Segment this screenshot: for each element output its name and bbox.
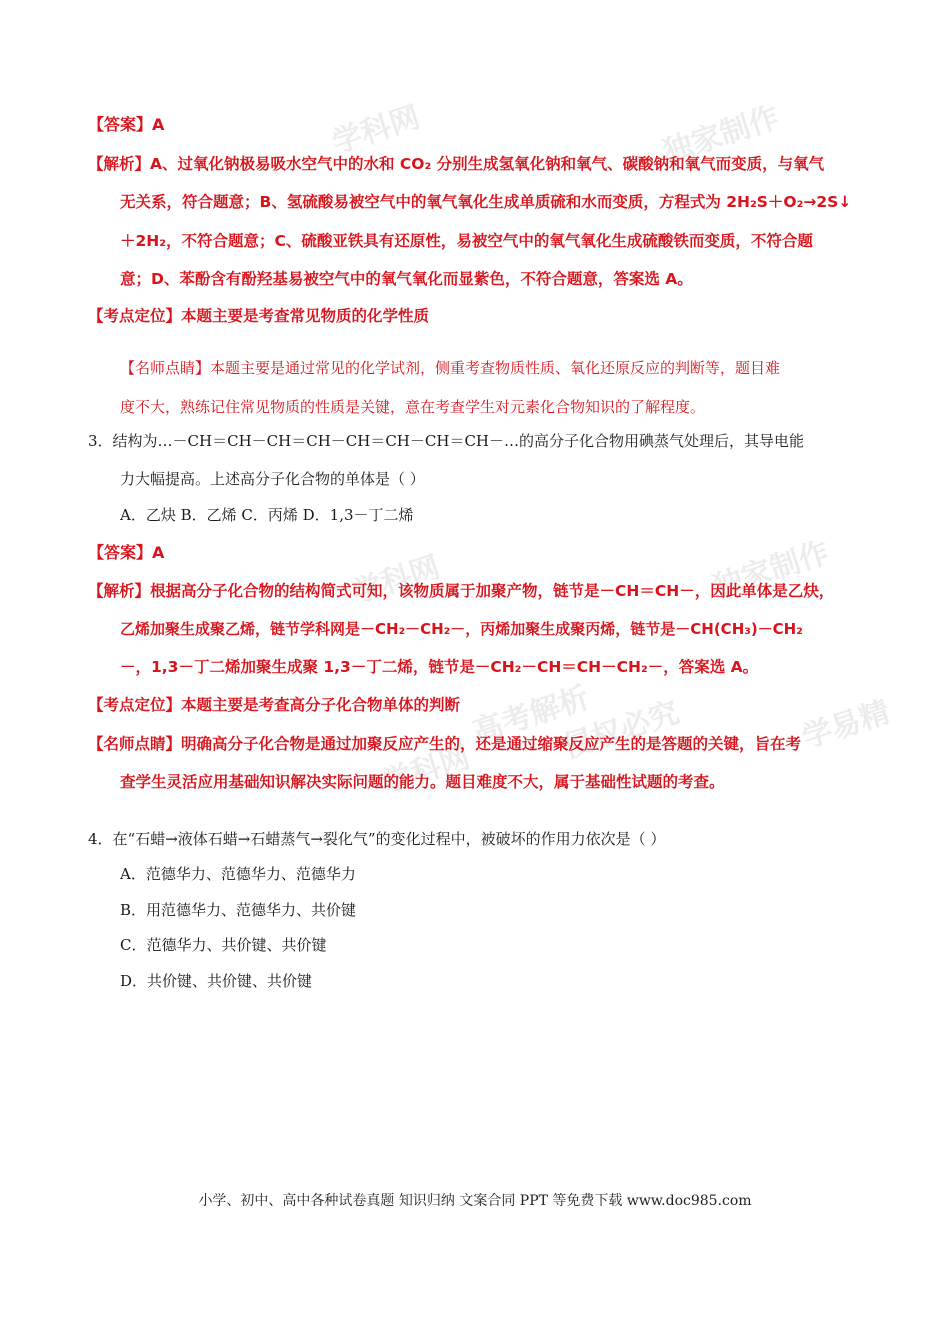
q2-analysis-line: 无关系，符合题意；B、氢硫酸易被空气中的氧气氧化生成单质硫和水而变质，方程式为 2H₂S＋O₂→2S↓	[120, 193, 852, 211]
q3-analysis-line: 【解析】根据高分子化合物的结构简式可知，该物质属于加聚产物，链节是－CH＝CH－，因此单体是乙炔，	[88, 582, 835, 600]
q3-stem-line: 力大幅提高。上述高分子化合物的单体是（ ）	[120, 470, 425, 488]
watermark: 学科网	[377, 739, 475, 801]
page-footer: 小学、初中、高中各种试卷真题 知识归纳 文案合同 PPT 等免费下载 www.doc985.com	[198, 1193, 752, 1209]
watermark: 侵权必究	[558, 695, 684, 766]
q3-analysis-line: －，1,3－丁二烯加聚生成聚 1,3－丁二烯，链节是－CH₂－CH＝CH－CH₂－，答案选 A。	[120, 658, 759, 676]
watermark: 学易精	[797, 694, 895, 756]
q4-option-d: D．共价键、共价键、共价键	[120, 972, 313, 990]
watermark: 独家制作	[708, 535, 834, 606]
q4-stem: 4．在“石蜡→液体石蜡→石蜡蒸气→裂化气”的变化过程中，被破坏的作用力依次是（ ）	[88, 830, 666, 848]
q3-stem-line: 3．结构为…－CH＝CH－CH＝CH－CH＝CH－CH＝CH－…的高分子化合物用碘蒸气处理后，其导电能	[88, 432, 805, 450]
watermark: 学科网	[327, 99, 425, 161]
q3-kaodian: 【考点定位】本题主要是考查高分子化合物单体的判断	[88, 696, 461, 714]
watermark: 高考解析	[468, 680, 594, 751]
q3-mingshi-line: 【名师点睛】明确高分子化合物是通过加聚反应产生的，还是通过缩聚反应产生的是答题的关键，旨在考	[88, 735, 802, 753]
q2-analysis-line: 意；D、苯酚含有酚羟基易被空气中的氧气氧化而显紫色，不符合题意，答案选 A。	[120, 270, 693, 288]
watermark: 独家制作	[658, 100, 784, 171]
q2-analysis-line: 【解析】A、过氧化钠极易吸水空气中的水和 CO₂ 分别生成氢氧化钠和氧气、碳酸钠和氧气而变质，与氧气	[88, 155, 825, 173]
q3-answer: 【答案】A	[88, 543, 165, 562]
watermark: 学科网	[347, 549, 445, 611]
q3-analysis-line: 乙烯加聚生成聚乙烯，链节学科网是－CH₂－CH₂－，丙烯加聚生成聚丙烯，链节是－CH(CH₃)－CH₂	[120, 620, 803, 638]
q2-mingshi-line: 【名师点睛】本题主要是通过常见的化学试剂，侧重考查物质性质、氧化还原反应的判断等，题目难	[120, 359, 781, 377]
q2-answer: 【答案】A	[88, 115, 165, 134]
q2-mingshi-line: 度不大，熟练记住常见物质的性质是关键，意在考查学生对元素化合物知识的了解程度。	[120, 398, 706, 416]
q4-option-a: A．范德华力、范德华力、范德华力	[120, 865, 356, 883]
q3-options: A．乙炔 B．乙烯 C．丙烯 D．1,3－丁二烯	[120, 506, 414, 524]
q4-option-b: B．用范德华力、范德华力、共价键	[120, 901, 357, 919]
q3-mingshi-line: 查学生灵活应用基础知识解决实际问题的能力。题目难度不大，属于基础性试题的考查。	[120, 773, 725, 791]
q2-analysis-line: ＋2H₂，不符合题意；C、硫酸亚铁具有还原性，易被空气中的氧气氧化生成硫酸铁而变质，不符合题	[120, 232, 813, 250]
q2-kaodian: 【考点定位】本题主要是考查常见物质的化学性质	[88, 307, 430, 325]
q4-option-c: C．范德华力、共价键、共价键	[120, 936, 327, 954]
